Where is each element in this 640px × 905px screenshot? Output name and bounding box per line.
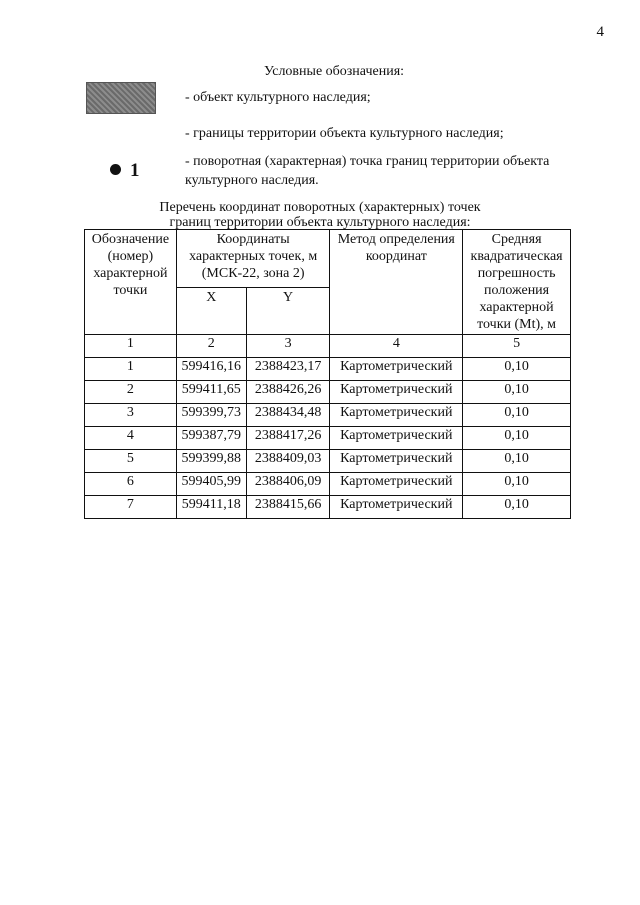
cell-mt: 0,10 bbox=[463, 496, 571, 519]
cell-x: 599411,18 bbox=[176, 496, 246, 519]
cell-x: 599399,73 bbox=[176, 404, 246, 427]
header-x: X bbox=[176, 288, 246, 335]
hatched-area-icon bbox=[86, 82, 156, 114]
header-method: Метод определения координат bbox=[330, 230, 463, 335]
header-coordinates: Координаты характерных точек, м (МСК-22, зона 2) bbox=[176, 230, 330, 288]
cell-method: Картометрический bbox=[330, 358, 463, 381]
cell-x: 599416,16 bbox=[176, 358, 246, 381]
legend-title: Условные обозначения: bbox=[264, 64, 405, 79]
header-designation: Обозначение (номер) характерной точки bbox=[85, 230, 177, 335]
cell-x: 599399,88 bbox=[176, 450, 246, 473]
cell-point-number: 2 bbox=[85, 381, 177, 404]
cell-method: Картометрический bbox=[330, 473, 463, 496]
cell-y: 2388417,26 bbox=[246, 427, 330, 450]
table-row bbox=[85, 427, 571, 450]
cell-method: Картометрический bbox=[330, 427, 463, 450]
cell-y: 2388406,09 bbox=[246, 473, 330, 496]
table-row bbox=[85, 358, 571, 381]
cell-y: 2388426,26 bbox=[246, 381, 330, 404]
cell-point-number: 4 bbox=[85, 427, 177, 450]
dot-icon bbox=[110, 164, 121, 175]
cell-x: 599411,65 bbox=[176, 381, 246, 404]
column-number: 2 bbox=[176, 335, 246, 358]
column-number: 4 bbox=[330, 335, 463, 358]
coordinates-table bbox=[84, 229, 571, 519]
table-caption bbox=[0, 200, 640, 230]
cell-x: 599387,79 bbox=[176, 427, 246, 450]
cell-method: Картометрический bbox=[330, 496, 463, 519]
cell-point-number: 5 bbox=[85, 450, 177, 473]
cell-y: 2388409,03 bbox=[246, 450, 330, 473]
cell-method: Картометрический bbox=[330, 404, 463, 427]
cell-mt: 0,10 bbox=[463, 427, 571, 450]
table-row bbox=[85, 381, 571, 404]
table-row bbox=[85, 450, 571, 473]
table-row bbox=[85, 473, 571, 496]
cell-y: 2388434,48 bbox=[246, 404, 330, 427]
cell-point-number: 6 bbox=[85, 473, 177, 496]
legend-item-label: - поворотная (характерная) точка границ территории объекта культурного наследия. bbox=[185, 154, 550, 188]
cell-x: 599405,99 bbox=[176, 473, 246, 496]
point-marker-icon bbox=[110, 160, 150, 182]
caption-line-2: границ территории объекта культурного наследия: bbox=[169, 215, 471, 230]
cell-method: Картометрический bbox=[330, 450, 463, 473]
page-number: 4 bbox=[596, 24, 604, 40]
cell-mt: 0,10 bbox=[463, 404, 571, 427]
legend-item-label: - объект культурного наследия; bbox=[185, 90, 371, 105]
header-y: Y bbox=[246, 288, 330, 335]
cell-mt: 0,10 bbox=[463, 473, 571, 496]
cell-method: Картометрический bbox=[330, 381, 463, 404]
cell-mt: 0,10 bbox=[463, 450, 571, 473]
cell-point-number: 1 bbox=[85, 358, 177, 381]
cell-y: 2388423,17 bbox=[246, 358, 330, 381]
caption-line-1: Перечень координат поворотных (характерных) точек bbox=[159, 200, 481, 215]
header-error: Средняя квадратическая погрешность положения характерной точки (Mt), м bbox=[463, 230, 571, 335]
cell-mt: 0,10 bbox=[463, 358, 571, 381]
cell-mt: 0,10 bbox=[463, 381, 571, 404]
column-number: 3 bbox=[246, 335, 330, 358]
table-row bbox=[85, 404, 571, 427]
cell-point-number: 7 bbox=[85, 496, 177, 519]
table-row bbox=[85, 496, 571, 519]
legend-item-label: - границы территории объекта культурного наследия; bbox=[185, 126, 504, 141]
point-marker-label: 1 bbox=[130, 160, 140, 181]
cell-y: 2388415,66 bbox=[246, 496, 330, 519]
cell-point-number: 3 bbox=[85, 404, 177, 427]
column-number: 5 bbox=[463, 335, 571, 358]
column-number: 1 bbox=[85, 335, 177, 358]
